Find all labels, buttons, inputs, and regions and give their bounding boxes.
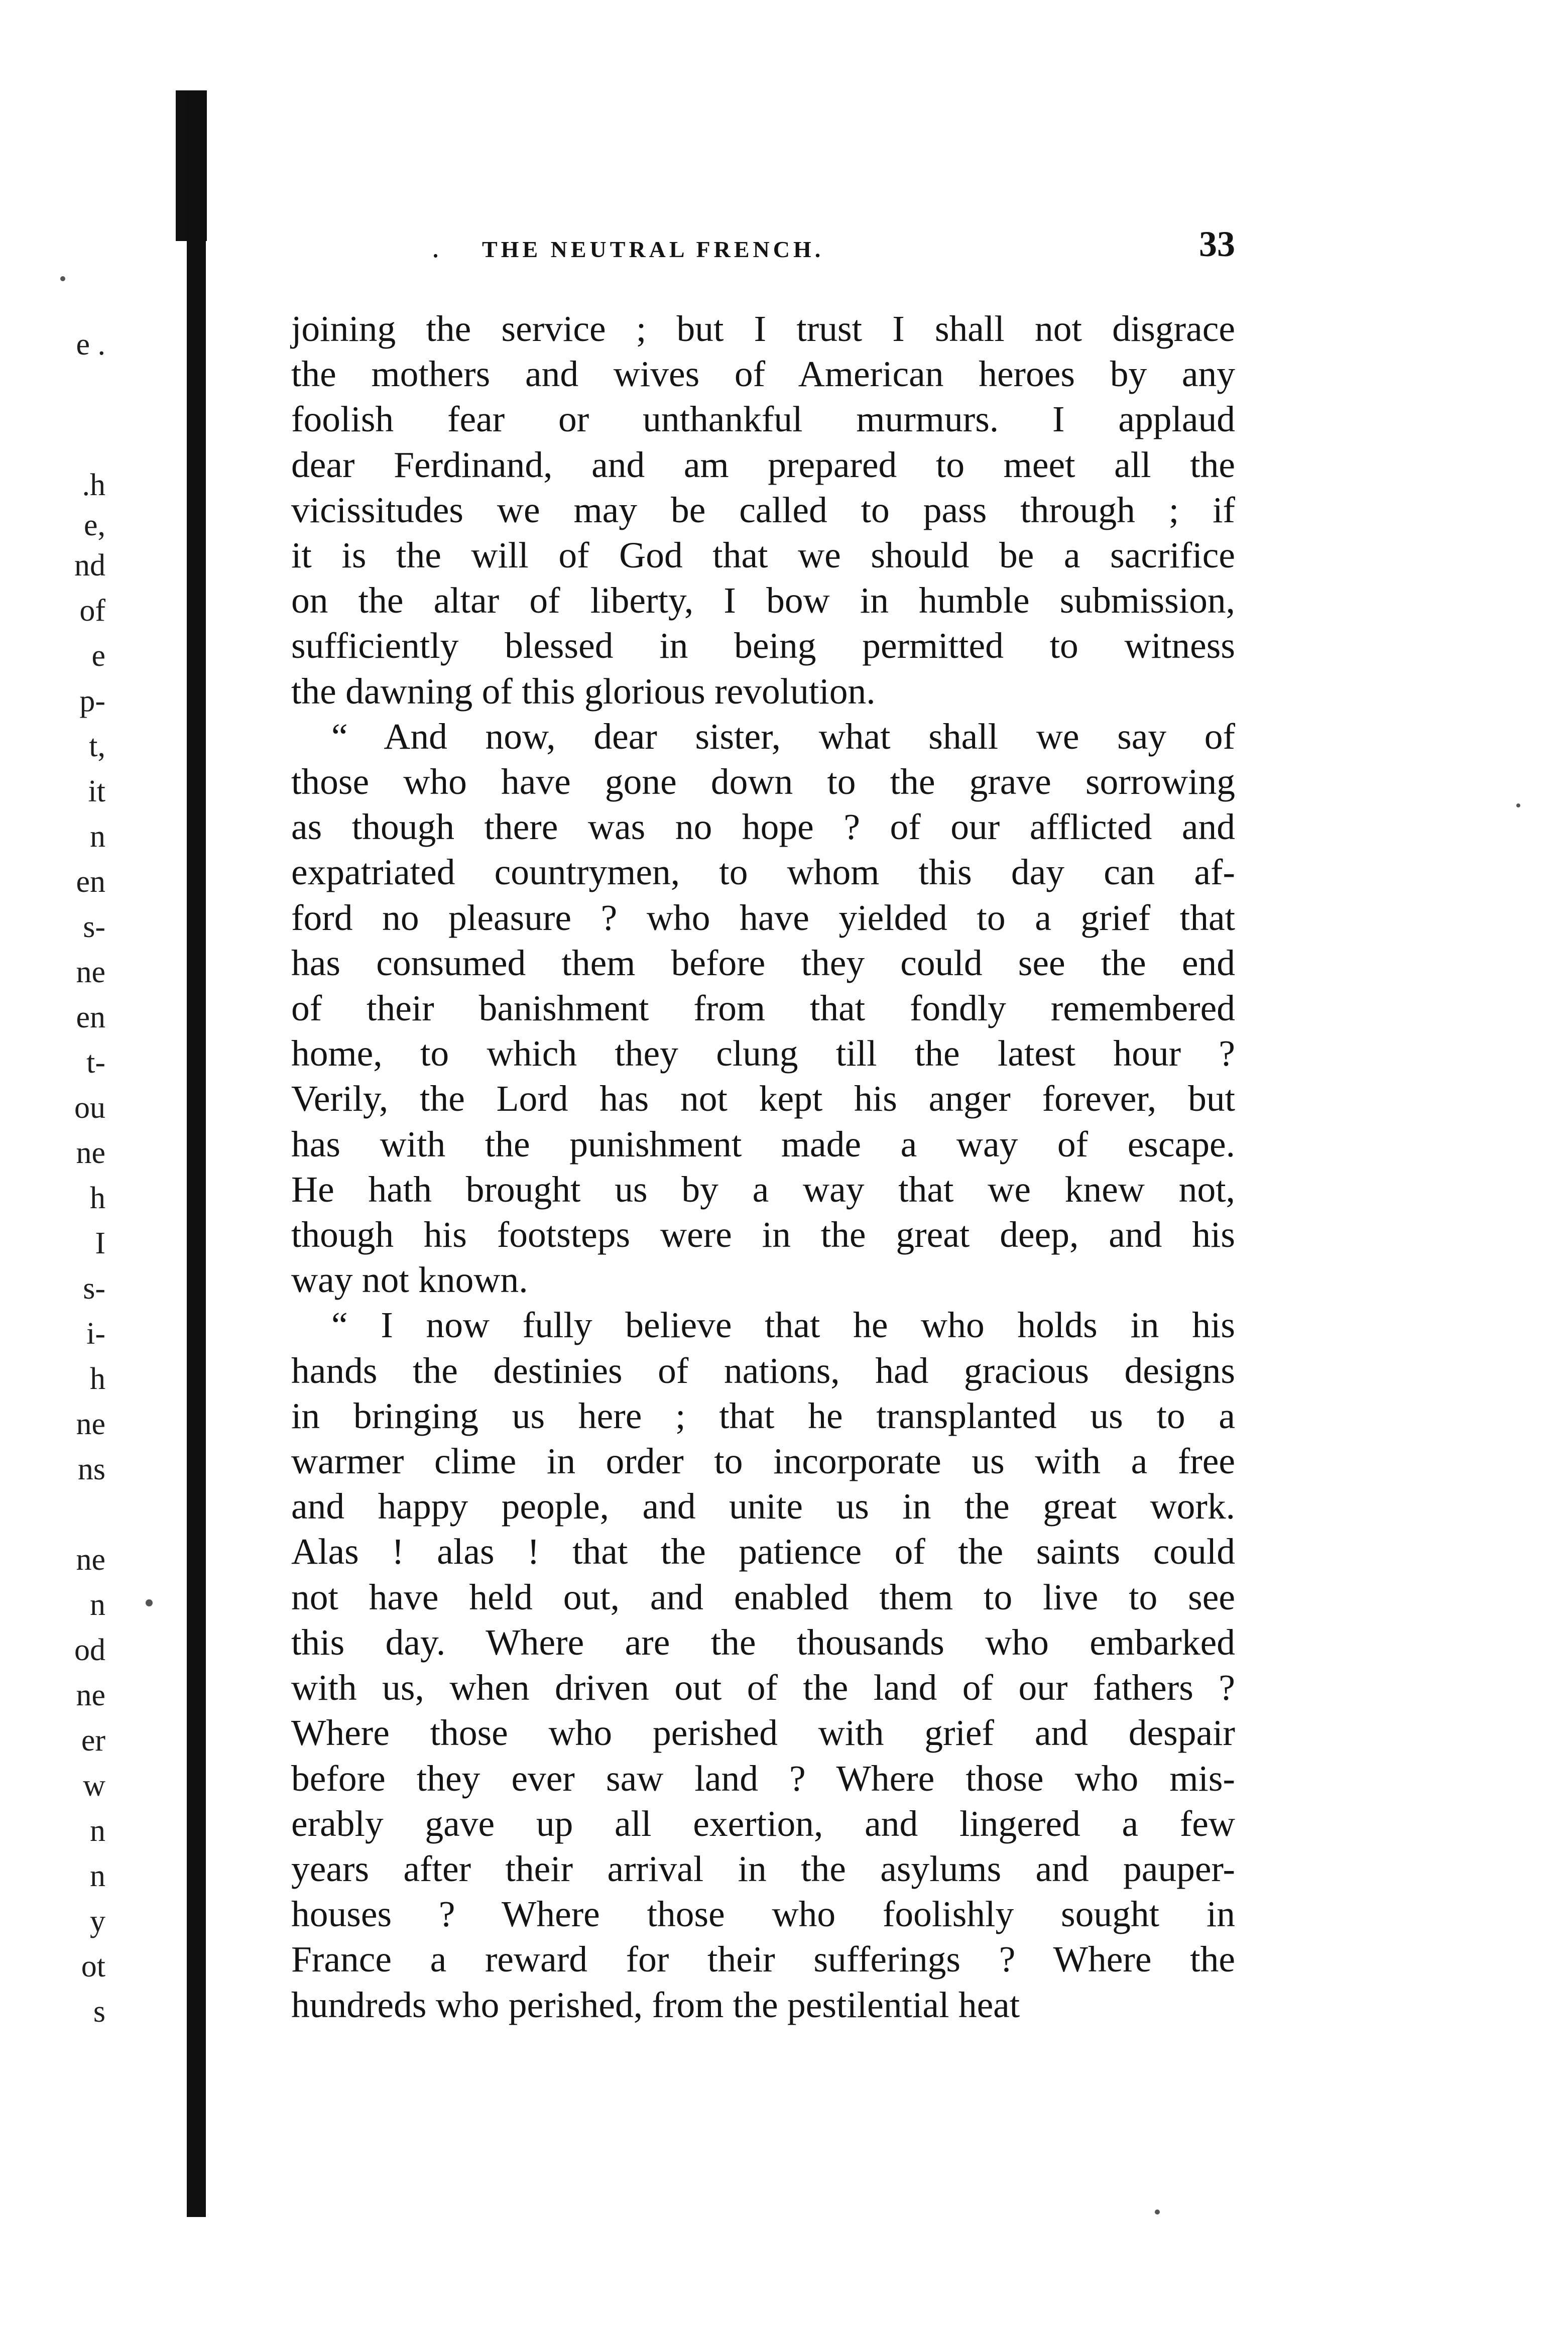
margin-fragment: t,: [89, 729, 105, 763]
text-line: on the altar of liberty, I bow in humble submission,: [291, 580, 1235, 621]
margin-fragment: ot: [81, 1949, 105, 1984]
paragraph: [291, 714, 1235, 1303]
margin-fragment: p-: [79, 684, 105, 718]
text-line: years after their arrival in the asylums and pauper-: [291, 1848, 1235, 1889]
margin-fragment: od: [74, 1633, 105, 1667]
text-line: the dawning of this glorious revolution.: [291, 670, 876, 712]
text-line: houses ? Where those who foolishly sought in: [291, 1894, 1235, 1935]
text-line: has with the punishment made a way of escape.: [291, 1123, 1235, 1164]
margin-fragment: s-: [83, 1271, 105, 1306]
margin-fragment: ne: [76, 1136, 105, 1170]
margin-fragment: h: [90, 1181, 105, 1215]
margin-fragment: ne: [76, 1407, 105, 1441]
text-line: hands the destinies of nations, had gracious designs: [291, 1350, 1235, 1391]
margin-fragment: ne: [76, 955, 105, 989]
margin-fragment: ou: [74, 1091, 105, 1125]
text-line: joining the service ; but I trust I shall not disgrace: [291, 308, 1235, 349]
margin-fragment: n: [90, 820, 105, 854]
margin-fragment: s: [93, 1995, 105, 2029]
running-head-dot: .: [432, 230, 439, 264]
text-line: way not known.: [291, 1259, 528, 1301]
paragraph: [291, 306, 1235, 714]
text-line: erably gave up all exertion, and lingered a few: [291, 1803, 1235, 1844]
text-line: warmer clime in order to incorporate us with a free: [291, 1441, 1235, 1482]
text-line: as though there was no hope ? of our afflicted and: [291, 806, 1235, 848]
text-line: the mothers and wives of American heroes by any: [291, 354, 1235, 395]
text-line: before they ever saw land ? Where those who mis-: [291, 1758, 1235, 1799]
adjacent-page-margin: [0, 0, 151, 2330]
text-line: dear Ferdinand, and am prepared to meet all the: [291, 444, 1235, 485]
margin-fragment: t-: [86, 1045, 105, 1080]
margin-fragment: w: [83, 1769, 105, 1803]
body-text: [291, 306, 1235, 2028]
text-line: of their banishment from that fondly remembered: [291, 988, 1235, 1029]
margin-fragment: s-: [83, 910, 105, 944]
paper-speck: [1516, 803, 1520, 807]
text-line: He hath brought us by a way that we knew not,: [291, 1169, 1235, 1210]
text-line: not have held out, and enabled them to live to see: [291, 1576, 1235, 1617]
text-line: and happy people, and unite us in the great work.: [291, 1486, 1235, 1527]
text-line: “ I now fully believe that he who holds in his: [331, 1305, 1235, 1346]
text-line: “ And now, dear sister, what shall we say of: [331, 716, 1235, 757]
book-page: [291, 221, 1235, 2028]
running-head: [291, 221, 1235, 266]
margin-fragment: en: [76, 1000, 105, 1034]
text-line: hundreds who perished, from the pestilential heat: [291, 1984, 1020, 2025]
text-line: has consumed them before they could see the end: [291, 942, 1235, 983]
page-number: 33: [1199, 224, 1235, 264]
margin-fragment: i-: [86, 1317, 105, 1351]
text-line: though his footsteps were in the great deep, and his: [291, 1214, 1235, 1255]
text-line: Verily, the Lord has not kept his anger forever, but: [291, 1078, 1235, 1119]
margin-fragment: n: [90, 1859, 105, 1893]
text-line: in bringing us here ; that he transplanted us to a: [291, 1395, 1235, 1436]
margin-fragment: ne: [76, 1678, 105, 1712]
margin-fragment: nd: [74, 548, 105, 582]
text-line: Where those who perished with grief and despair: [291, 1712, 1235, 1754]
margin-fragment: ns: [77, 1452, 105, 1486]
book-gutter-shadow: [187, 93, 206, 2217]
text-line: Alas ! alas ! that the patience of the saints could: [291, 1531, 1235, 1572]
text-line: foolish fear or unthankful murmurs. I applaud: [291, 399, 1235, 440]
margin-fragment: it: [88, 774, 105, 808]
text-line: expatriated countrymen, to whom this day can af-: [291, 852, 1235, 893]
margin-fragment: of: [79, 594, 105, 628]
text-line: sufficiently blessed in being permitted to witness: [291, 625, 1235, 666]
margin-fragment: en: [76, 865, 105, 899]
text-line: France a reward for their sufferings ? Where the: [291, 1939, 1235, 1980]
paper-speck: [146, 1599, 153, 1606]
running-head-title: THE NEUTRAL FRENCH.: [482, 237, 824, 262]
margin-fragment: e .: [76, 327, 105, 362]
text-line: those who have gone down to the grave sorrowing: [291, 761, 1235, 802]
margin-fragment: n: [90, 1588, 105, 1622]
margin-fragment: h: [90, 1362, 105, 1396]
paragraph: [291, 1303, 1235, 2027]
text-line: with us, when driven out of the land of our fathers ?: [291, 1667, 1235, 1708]
text-line: this day. Where are the thousands who embarked: [291, 1621, 1235, 1663]
margin-fragment: er: [81, 1723, 105, 1758]
text-line: ford no pleasure ? who have yielded to a grief that: [291, 897, 1235, 938]
margin-fragment: I: [95, 1226, 105, 1260]
text-line: it is the will of God that we should be a sacrifice: [291, 535, 1235, 576]
text-line: home, to which they clung till the latest hour ?: [291, 1033, 1235, 1074]
margin-fragment: n: [90, 1814, 105, 1848]
paper-speck: [1155, 2209, 1160, 2215]
margin-fragment: y: [90, 1904, 105, 1938]
text-line: vicissitudes we may be called to pass through ; if: [291, 489, 1235, 530]
margin-fragment: e: [91, 639, 105, 673]
paper-speck: [60, 276, 65, 281]
margin-fragment: e,: [83, 508, 105, 542]
margin-fragment: ne: [76, 1543, 105, 1577]
margin-fragment: .h: [82, 468, 105, 502]
